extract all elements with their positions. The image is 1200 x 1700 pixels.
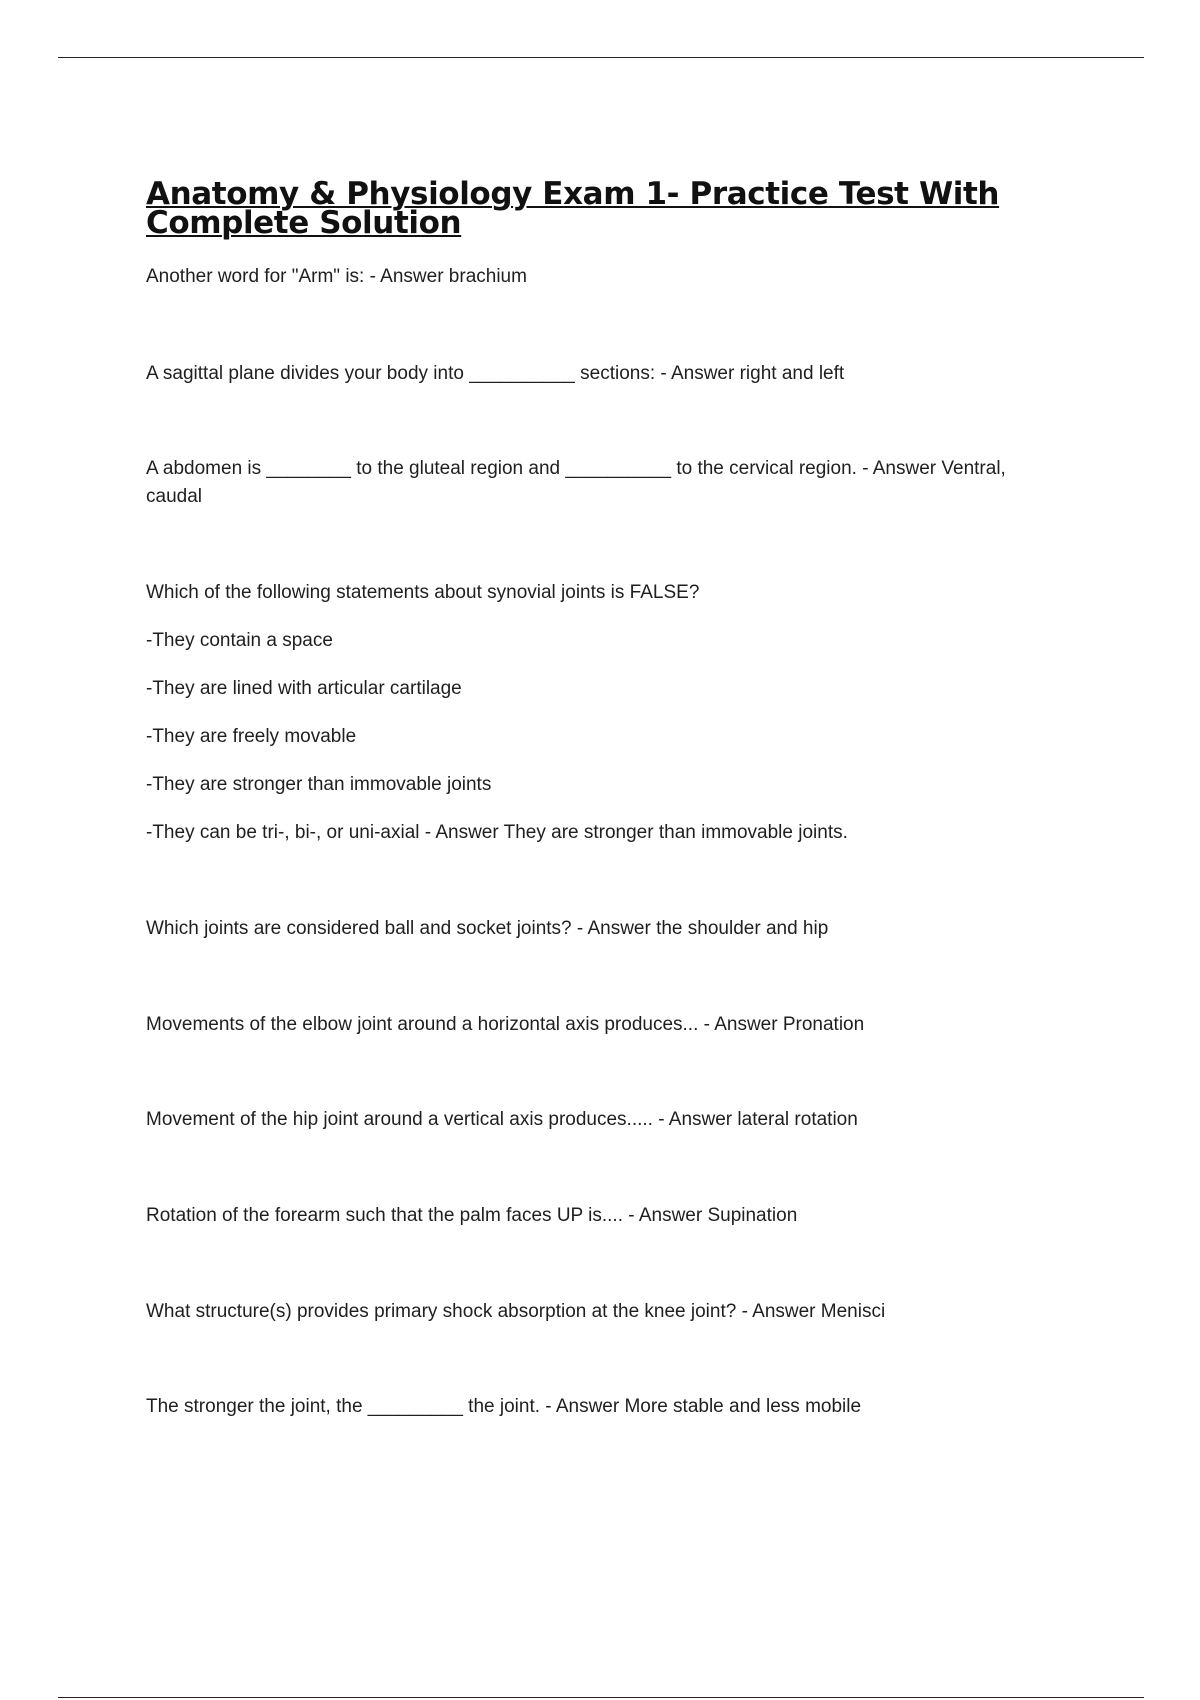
qa-item-1: [146, 263, 1066, 291]
qa-text: The stronger the joint, the _________ the joint. - Answer More stable and less mobile: [146, 1396, 862, 1417]
qa-text: Another word for "Arm" is: - Answer brachium: [146, 266, 527, 287]
qa-line: Which of the following statements about synovial joints is FALSE?: [146, 582, 700, 603]
qa-line: -They can be tri-, bi-, or uni-axial - Answer They are stronger than immovable joints.: [146, 822, 848, 843]
qa-item-8: [146, 1202, 1066, 1230]
footer-rule: [58, 1697, 1144, 1698]
qa-item-3: [146, 455, 1066, 511]
qa-text: A sagittal plane divides your body into __________ sections: - Answer right and left: [146, 363, 845, 384]
qa-text: Which joints are considered ball and socket joints? - Answer the shoulder and hip: [146, 918, 829, 939]
qa-text: A abdomen is ________ to the gluteal region and __________ to the cervical region. - Answer Ventral, caudal: [146, 458, 1006, 507]
qa-text: What structure(s) provides primary shock absorption at the knee joint? - Answer Menisci: [146, 1301, 886, 1322]
qa-item-9: [146, 1298, 1066, 1326]
document-body: [146, 176, 1066, 1421]
qa-item-5: [146, 915, 1066, 943]
qa-text: Movements of the elbow joint around a horizontal axis produces... - Answer Pronation: [146, 1014, 865, 1035]
qa-line: -They are lined with articular cartilage: [146, 678, 462, 699]
qa-line: -They are stronger than immovable joints: [146, 774, 492, 795]
qa-item-7: [146, 1106, 1066, 1134]
qa-item-6: [146, 1011, 1066, 1039]
qa-text: Rotation of the forearm such that the palm faces UP is.... - Answer Supination: [146, 1205, 798, 1226]
qa-text: Movement of the hip joint around a vertical axis produces..... - Answer lateral rotation: [146, 1109, 858, 1130]
qa-item-10: [146, 1393, 1066, 1421]
document-title: Anatomy & Physiology Exam 1- Practice Test With Complete Solution: [146, 176, 1000, 241]
qa-item-4: [146, 579, 1066, 847]
qa-item-2: [146, 360, 1066, 388]
header-rule: [58, 57, 1144, 58]
qa-line: -They are freely movable: [146, 726, 357, 747]
qa-line: -They contain a space: [146, 630, 333, 651]
